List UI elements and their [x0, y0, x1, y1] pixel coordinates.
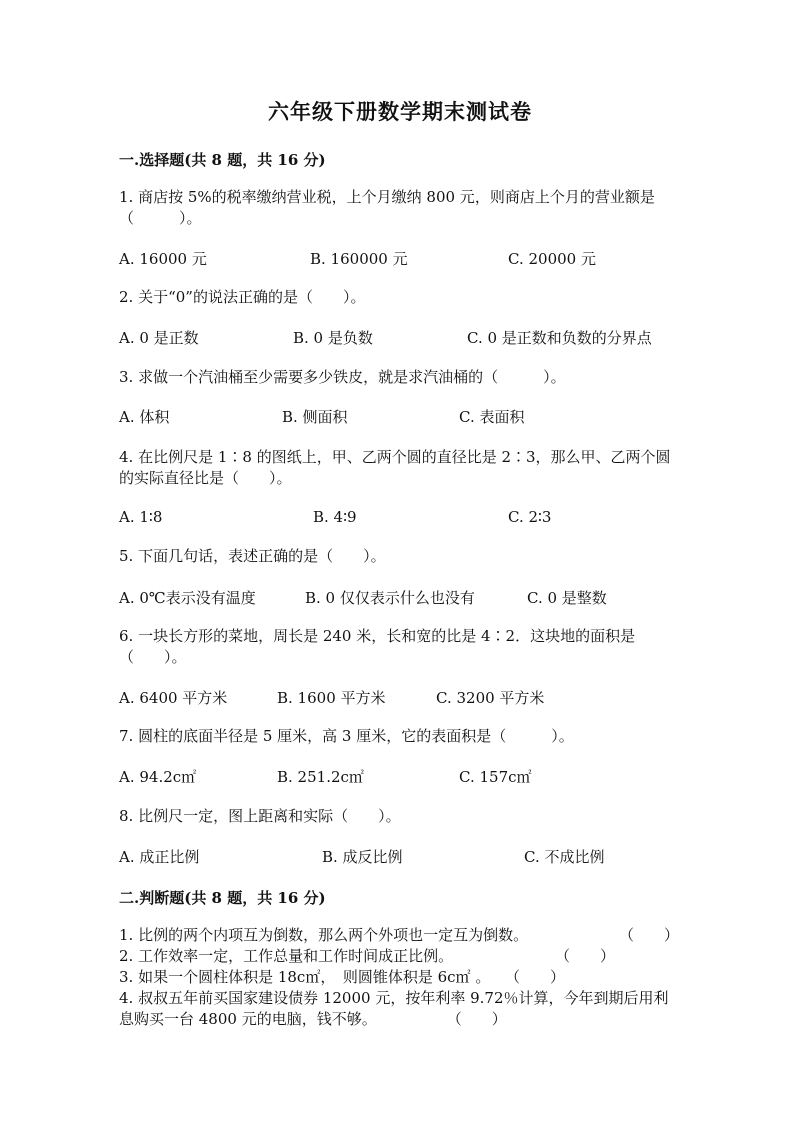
question-3: 3. 求做一个汽油桶至少需要多少铁皮，就是求汽油桶的（ ）。 [119, 368, 566, 386]
judgment-4 [119, 988, 679, 1030]
page-title: 六年级下册数学期末测试卷 [268, 99, 532, 124]
question-7-options [0, 766, 800, 788]
option-a[interactable]: A. 1∶8 [119, 508, 163, 526]
option-c[interactable]: C. 0 是整数 [527, 589, 607, 607]
question-8: 8. 比例尺一定，图上距离和实际（ ）。 [119, 807, 401, 825]
question-2: 2. 关于“0”的说法正确的是（ ）。 [119, 288, 366, 306]
question-6: 6. 一块长方形的菜地，周长是 240 米，长和宽的比是 4∶2．这块地的面积是（ ）。 [119, 627, 636, 666]
option-c[interactable]: C. 表面积 [459, 408, 525, 426]
option-a[interactable]: A. 成正比例 [119, 848, 200, 866]
judgment-1-text: 1. 比例的两个内项互为倒数，那么两个外项也一定互为倒数。 [119, 926, 529, 944]
option-a[interactable]: A. 0 是正数 [119, 329, 199, 347]
judgment-2-text: 2. 工作效率一定，工作总量和工作时间成正比例。 [119, 947, 454, 965]
option-b[interactable]: B. 0 是负数 [293, 329, 373, 347]
question-6-options [0, 687, 800, 709]
judgment-3-answer-blank[interactable]: （ ） [505, 968, 566, 986]
question-3-options [0, 406, 800, 428]
option-a[interactable]: A. 94.2c㎡ [119, 768, 197, 786]
judgment-1 [119, 925, 684, 946]
option-a[interactable]: A. 16000 元 [119, 250, 207, 268]
question-5-options [0, 587, 800, 609]
option-a[interactable]: A. 体积 [119, 408, 170, 426]
judgment-4-answer-blank[interactable]: （ ） [446, 1010, 507, 1028]
option-a[interactable]: A. 0℃表示没有温度 [119, 589, 256, 607]
option-c[interactable]: C. 3200 平方米 [436, 689, 545, 707]
option-b[interactable]: B. 成反比例 [322, 848, 403, 866]
option-b[interactable]: B. 160000 元 [310, 250, 408, 268]
question-4: 4. 在比例尺是 1∶8 的图纸上，甲、乙两个圆的直径比是 2∶3，那么甲、乙两个圆的实际直径比是（ ）。 [119, 448, 671, 487]
option-c[interactable]: C. 20000 元 [508, 250, 596, 268]
question-2-options [0, 327, 800, 349]
judgment-2-answer-blank[interactable]: （ ） [555, 947, 616, 965]
judgment-4-text: 4. 叔叔五年前买国家建设债券 12000 元，按年利率 9.72％计算，今年到期后用利息购买一台 4800 元的电脑，钱不够。 [119, 989, 669, 1028]
question-5: 5. 下面几句话，表述正确的是（ ）。 [119, 547, 386, 565]
judgment-1-answer-blank[interactable]: （ ） [619, 926, 680, 944]
option-c[interactable]: C. 157c㎡ [459, 768, 532, 786]
question-1-options [0, 248, 800, 270]
section-heading-choice: 一.选择题(共 8 题，共 16 分) [119, 151, 326, 169]
option-c[interactable]: C. 不成比例 [524, 848, 605, 866]
option-c[interactable]: C. 2∶3 [508, 508, 552, 526]
question-1: 1. 商店按 5%的税率缴纳营业税，上个月缴纳 800 元，则商店上个月的营业额是（ ）。 [119, 188, 655, 227]
option-b[interactable]: B. 251.2c㎡ [277, 768, 364, 786]
judgment-3 [119, 967, 684, 988]
option-c[interactable]: C. 0 是正数和负数的分界点 [467, 329, 652, 347]
question-8-options [0, 846, 800, 868]
question-7: 7. 圆柱的底面半径是 5 厘米，高 3 厘米，它的表面积是（ ）。 [119, 727, 574, 745]
option-b[interactable]: B. 侧面积 [282, 408, 348, 426]
judgment-3-text: 3. 如果一个圆柱体积是 18c㎡， 则圆锥体积是 6c㎡ 。 [119, 968, 491, 986]
option-b[interactable]: B. 0 仅仅表示什么也没有 [305, 589, 475, 607]
option-a[interactable]: A. 6400 平方米 [119, 689, 228, 707]
section-heading-judgment: 二.判断题(共 8 题，共 16 分) [119, 889, 326, 907]
question-4-options [0, 508, 800, 530]
judgment-2 [119, 946, 684, 967]
option-b[interactable]: B. 1600 平方米 [277, 689, 386, 707]
option-b[interactable]: B. 4∶9 [313, 508, 357, 526]
